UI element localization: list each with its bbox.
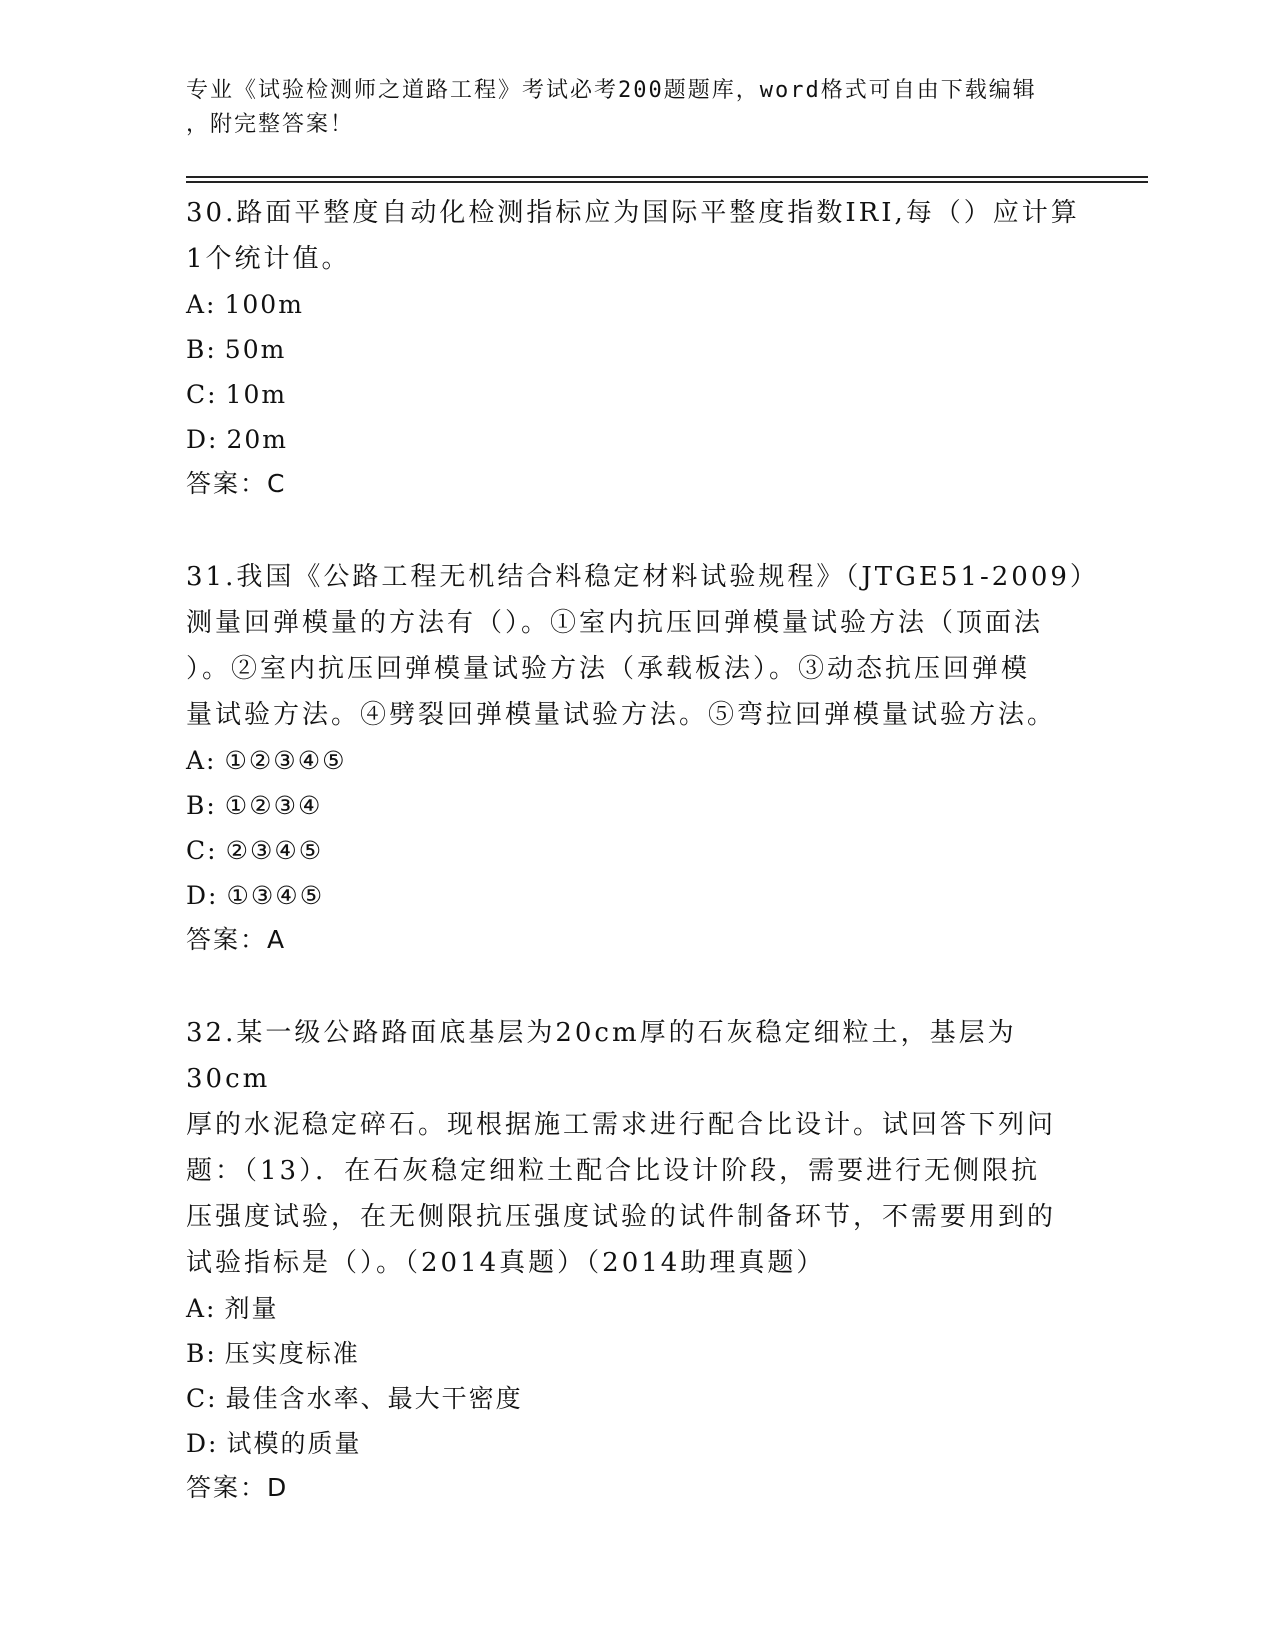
option-b <box>186 327 1086 372</box>
option-a <box>186 738 1086 783</box>
option-key: A: <box>186 746 217 775</box>
option-value: 剂量 <box>224 1294 279 1323</box>
option-c <box>186 372 1086 417</box>
header-line-2: ，附完整答案！ <box>186 112 355 137</box>
option-key: D: <box>186 1429 219 1458</box>
option-key: B: <box>186 791 217 820</box>
question-31 <box>186 554 1099 962</box>
question-text: 厚的水泥稳定碎石。现根据施工需求进行配合比设计。试回答下列问 <box>186 1110 1057 1140</box>
question-text: ）。②室内抗压回弹模量试验方法（承载板法）。③动态抗压回弹模 <box>186 654 1031 684</box>
option-key: D: <box>186 425 219 454</box>
option-value: 10m <box>225 380 288 409</box>
option-value: 20m <box>226 425 288 454</box>
header-divider-top <box>186 176 1148 178</box>
option-value: ②③④⑤ <box>225 836 324 865</box>
question-text: 题：（13）．在石灰稳定细粒土配合比设计阶段，需要进行无侧限抗 <box>186 1156 1041 1186</box>
option-value: 100m <box>224 290 304 319</box>
question-text: 压强度试验，在无侧限抗压强度试验的试件制备环节，不需要用到的 <box>186 1202 1057 1232</box>
answer-label: 答案：C <box>186 469 287 498</box>
header-divider-bottom <box>186 181 1148 183</box>
question-32 <box>186 1010 1086 1510</box>
question-list <box>186 190 1099 1558</box>
option-b <box>186 783 1086 828</box>
question-text: 量试验方法。④劈裂回弹模量试验方法。⑤弯拉回弹模量试验方法。 <box>186 700 1057 730</box>
option-key: C: <box>186 380 218 409</box>
option-key: A: <box>186 290 217 319</box>
option-d <box>186 1421 1086 1466</box>
option-value: 最佳含水率、最大干密度 <box>225 1384 523 1413</box>
option-c <box>186 828 1086 873</box>
option-key: B: <box>186 335 217 364</box>
question-text: 32.某一级公路路面底基层为20cm厚的石灰稳定细粒土，基层为30cm <box>186 1018 1017 1094</box>
option-key: B: <box>186 1339 217 1368</box>
question-text: 1个统计值。 <box>186 244 351 274</box>
option-d <box>186 873 1086 918</box>
option-key: C: <box>186 1384 218 1413</box>
answer-label: 答案：A <box>186 925 287 954</box>
option-key: A: <box>186 1294 217 1323</box>
question-text: 30.路面平整度自动化检测指标应为国际平整度指数IRI,每（）应计算 <box>186 198 1080 228</box>
question-text: 测量回弹模量的方法有（）。①室内抗压回弹模量试验方法（顶面法 <box>186 608 1044 638</box>
option-value: ①③④⑤ <box>226 881 325 910</box>
document-header <box>186 74 1066 142</box>
option-value: 50m <box>224 335 287 364</box>
option-value: 试模的质量 <box>226 1429 362 1458</box>
question-text: 试验指标是（）。（2014真题）（2014助理真题） <box>186 1248 826 1278</box>
option-value: ①②③④ <box>224 791 323 820</box>
option-a <box>186 282 1086 327</box>
option-value: ①②③④⑤ <box>224 746 347 775</box>
option-c <box>186 1376 1086 1421</box>
option-value: 压实度标准 <box>224 1339 360 1368</box>
option-a <box>186 1286 1086 1331</box>
option-b <box>186 1331 1086 1376</box>
option-key: D: <box>186 881 219 910</box>
header-line-1: 专业《试验检测师之道路工程》考试必考200题题库，word格式可自由下载编辑 <box>186 78 1037 103</box>
option-key: C: <box>186 836 218 865</box>
question-text: 31.我国《公路工程无机结合料稳定材料试验规程》（JTGE51-2009） <box>186 562 1099 592</box>
question-30 <box>186 190 1086 506</box>
answer-label: 答案：D <box>186 1473 289 1502</box>
option-d <box>186 417 1086 462</box>
